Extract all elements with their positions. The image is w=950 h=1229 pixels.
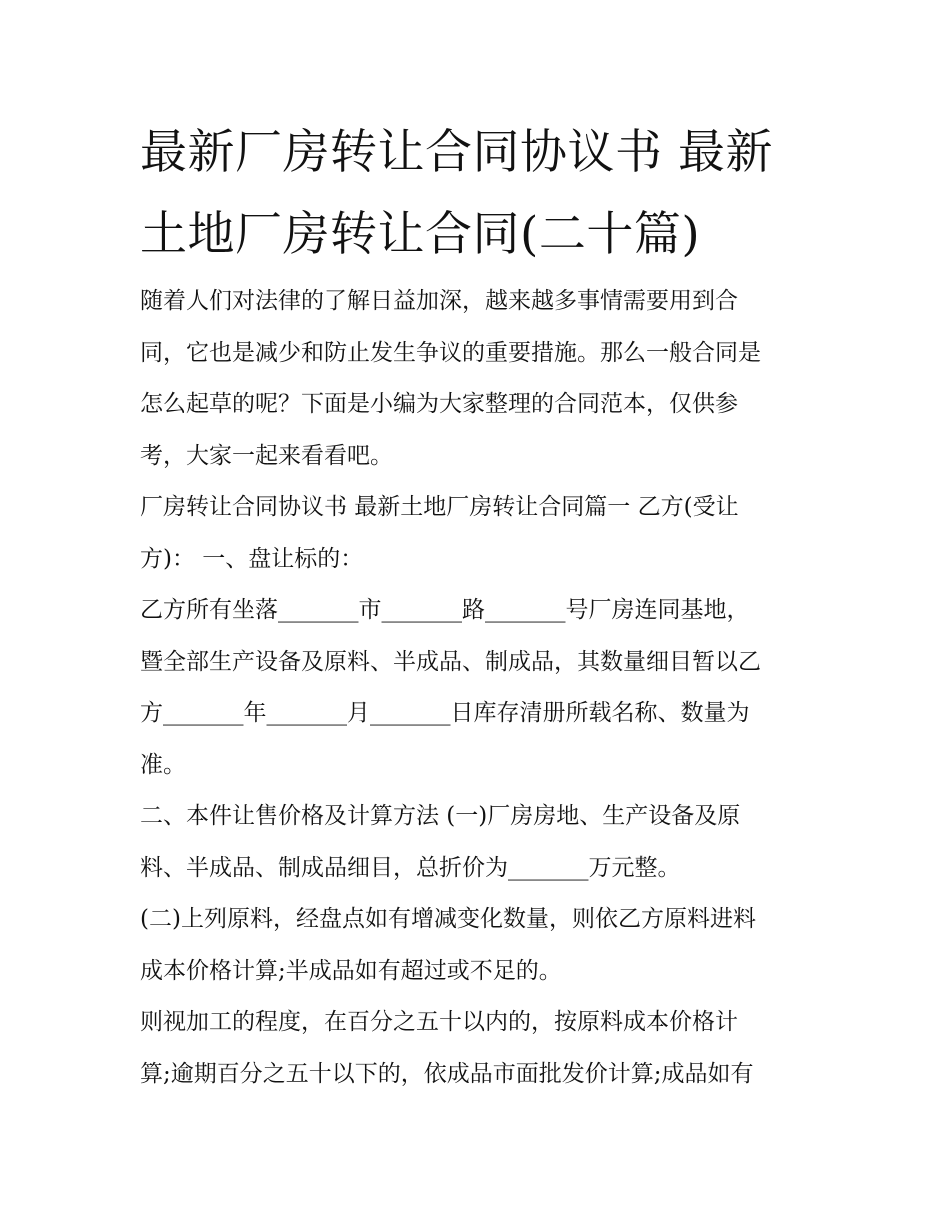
body-line: 怎么起草的呢？下面是小编为大家整理的合同范本，仅供参	[140, 391, 738, 417]
body-line: 方)： 一、盘让标的：	[140, 545, 364, 572]
body-line: 厂房转让合同协议书 最新土地厂房转让合同篇一 乙方(受让	[140, 494, 739, 520]
body-line: 准。	[140, 751, 186, 778]
body-line: 同，它也是减少和防止发生争议的重要措施。那么一般合同是	[140, 339, 761, 366]
body-line: 算;逾期百分之五十以下的，依成品市面批发价计算;成品如有	[140, 1060, 754, 1087]
title-line-2: 土地厂房转让合同(二十篇)	[140, 207, 701, 262]
document-body	[140, 276, 840, 1100]
body-line: 乙方所有坐落_______市_______路_______号厂房连同基地，	[140, 597, 750, 623]
body-line: 料、半成品、制成品细目，总折价为_______万元整。	[140, 854, 681, 881]
body-line: 方_______年_______月_______日库存清册所载名称、数量为	[140, 700, 750, 726]
body-line: 则视加工的程度，在百分之五十以内的，按原料成本价格计	[140, 1009, 738, 1035]
body-line: 成本价格计算;半成品如有超过或不足的。	[140, 957, 562, 984]
body-line: 二、本件让售价格及计算方法 (一)厂房房地、生产设备及原	[140, 803, 741, 829]
body-line: 随着人们对法律的了解日益加深，越来越多事情需要用到合	[140, 288, 738, 314]
title-line-1: 最新厂房转让合同协议书 最新	[140, 125, 773, 180]
body-line: (二)上列原料，经盘点如有增减变化数量，则依乙方原料进料	[140, 906, 756, 932]
body-line: 暨全部生产设备及原料、半成品、制成品，其数量细目暂以乙	[140, 648, 761, 675]
body-line: 考，大家一起来看看吧。	[140, 442, 393, 469]
document-title	[140, 112, 830, 276]
